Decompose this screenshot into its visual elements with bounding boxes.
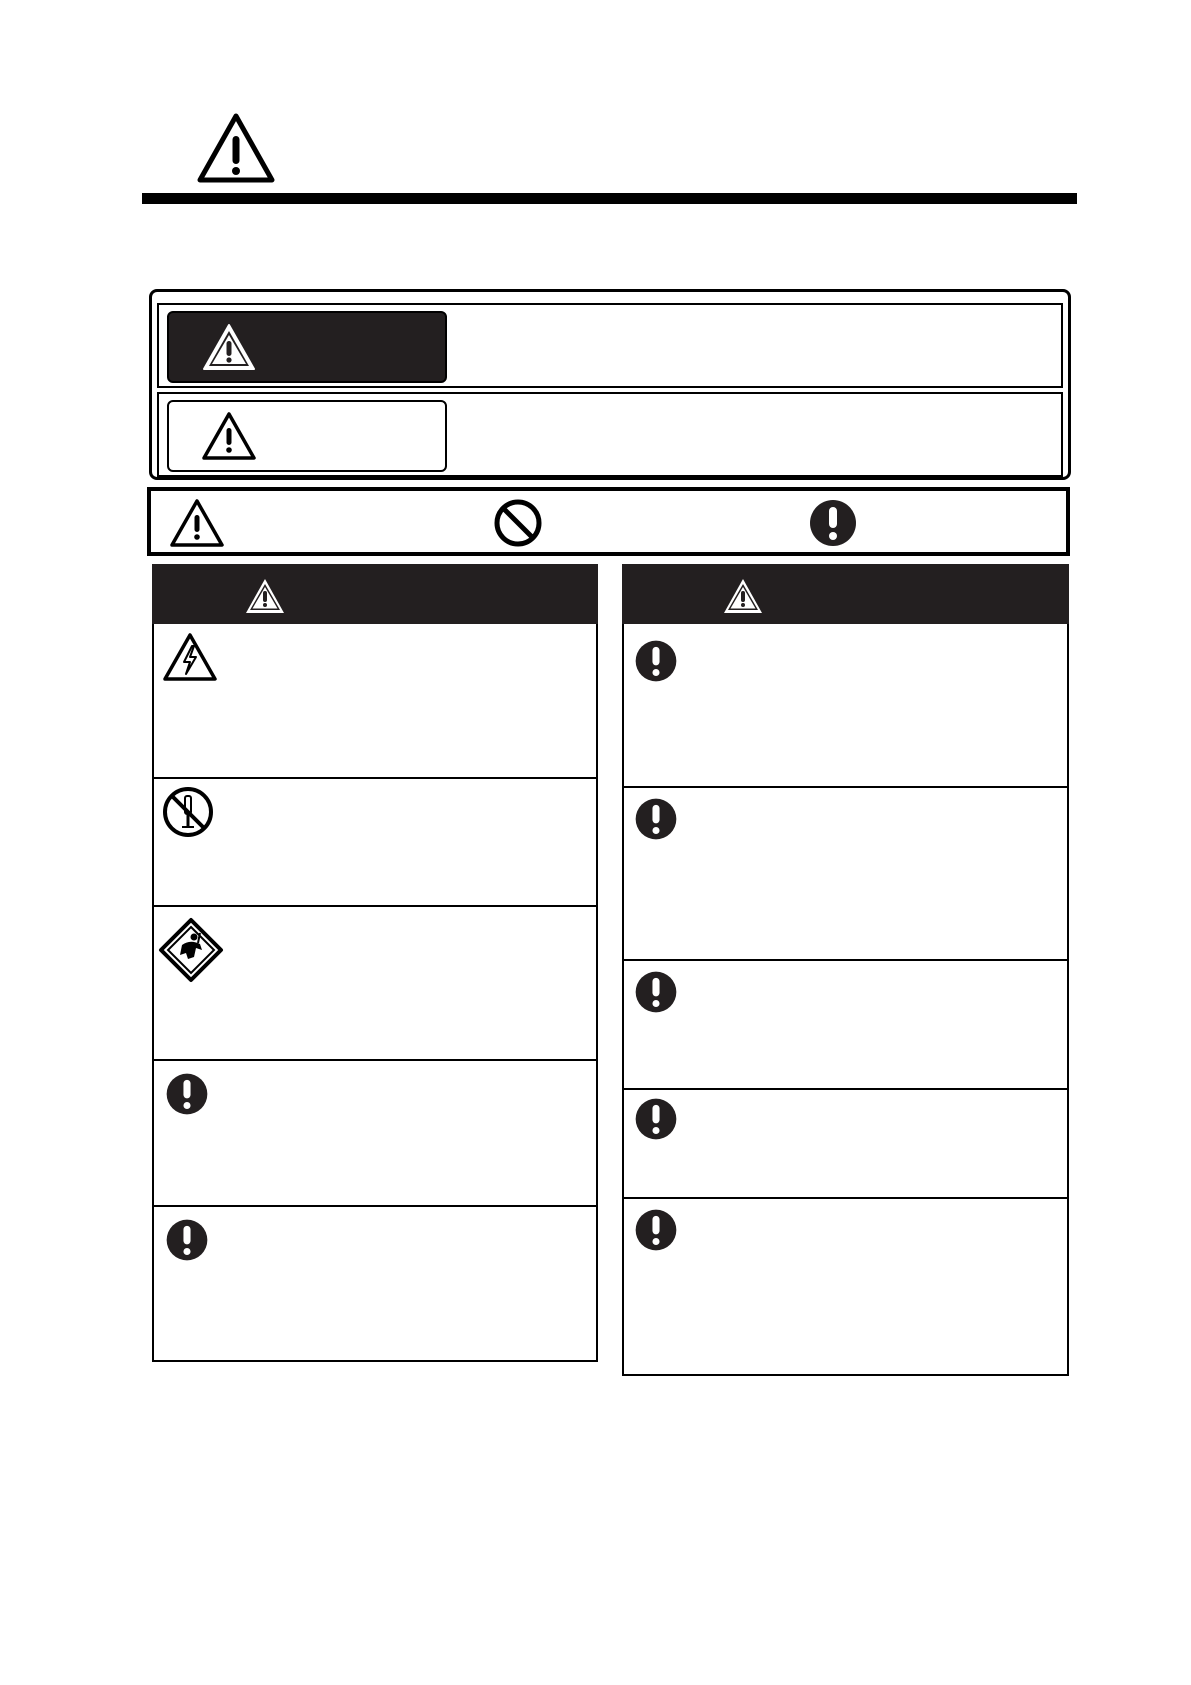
hazard-item [154,777,596,907]
hazard-item [154,624,596,779]
page-title-warning-icon [196,112,276,184]
warning-badge [167,311,447,383]
electric-shock-icon [161,631,219,683]
hazard-item [624,1088,1067,1199]
legend-row-caution [157,392,1063,477]
mandatory-action-icon [633,796,679,842]
mandatory-action-icon [633,1096,679,1142]
symbol-explanation-strip [147,487,1070,556]
hazard-item [154,905,596,1061]
prohibition-icon [492,497,544,549]
warning-triangle-icon [243,576,287,616]
mandatory-action-icon [164,1071,210,1117]
mandatory-action-icon [633,969,679,1015]
mandatory-action-icon [164,1217,210,1263]
warning-triangle-icon [200,321,258,373]
mandatory-action-icon [633,638,679,684]
warning-triangle-icon [721,576,765,616]
do-not-disassemble-icon [161,785,215,839]
hazard-item [624,959,1067,1090]
hazard-item [624,624,1067,788]
hazard-item [154,1059,596,1207]
column-header [622,564,1069,624]
title-rule [142,193,1077,204]
mandatory-action-icon [807,497,859,549]
warning-triangle-icon [168,497,226,549]
fall-hazard-icon [158,917,224,983]
legend-row-warning [157,303,1063,388]
warning-column-left [152,564,598,1362]
hazard-item [154,1205,596,1362]
mandatory-action-icon [633,1207,679,1253]
caution-badge [167,400,447,472]
signal-word-legend [149,289,1071,480]
warning-column-right [622,564,1069,1376]
hazard-item [624,786,1067,961]
warning-triangle-icon [200,410,258,462]
hazard-item [624,1197,1067,1376]
column-header [152,564,598,624]
